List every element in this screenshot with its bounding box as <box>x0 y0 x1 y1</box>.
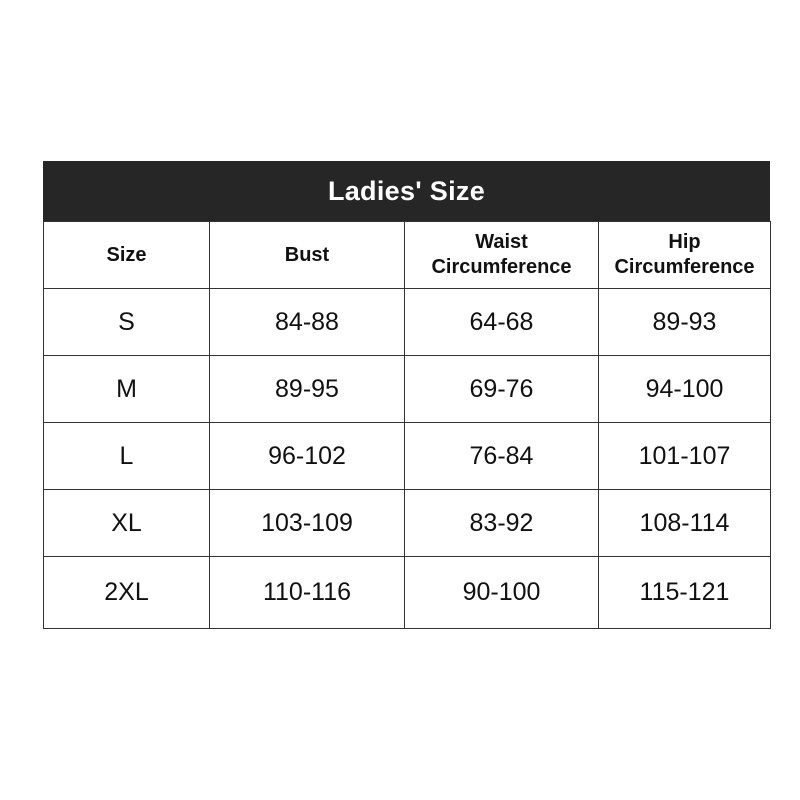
cell-hip: 94-100 <box>599 356 771 423</box>
cell-bust: 89-95 <box>210 356 405 423</box>
cell-hip: 89-93 <box>599 289 771 356</box>
cell-hip: 115-121 <box>599 557 771 629</box>
cell-hip: 101-107 <box>599 423 771 490</box>
cell-bust: 110-116 <box>210 557 405 629</box>
cell-bust: 96-102 <box>210 423 405 490</box>
cell-size: XL <box>44 490 210 557</box>
cell-waist: 76-84 <box>405 423 599 490</box>
cell-hip: 108-114 <box>599 490 771 557</box>
cell-bust: 84-88 <box>210 289 405 356</box>
cell-size: 2XL <box>44 557 210 629</box>
header-hip: Hip Circumference <box>599 222 771 289</box>
table-row <box>44 557 771 629</box>
table-row <box>44 490 771 557</box>
cell-waist: 64-68 <box>405 289 599 356</box>
cell-waist: 90-100 <box>405 557 599 629</box>
header-size: Size <box>44 222 210 289</box>
header-waist: Waist Circumference <box>405 222 599 289</box>
table-row <box>44 356 771 423</box>
cell-size: M <box>44 356 210 423</box>
size-table <box>43 221 771 629</box>
cell-waist: 83-92 <box>405 490 599 557</box>
cell-bust: 103-109 <box>210 490 405 557</box>
cell-size: S <box>44 289 210 356</box>
size-chart <box>43 161 770 629</box>
header-bust: Bust <box>210 222 405 289</box>
chart-title: Ladies' Size <box>43 161 770 221</box>
header-row <box>44 222 771 289</box>
table-row <box>44 423 771 490</box>
cell-size: L <box>44 423 210 490</box>
cell-waist: 69-76 <box>405 356 599 423</box>
table-row <box>44 289 771 356</box>
